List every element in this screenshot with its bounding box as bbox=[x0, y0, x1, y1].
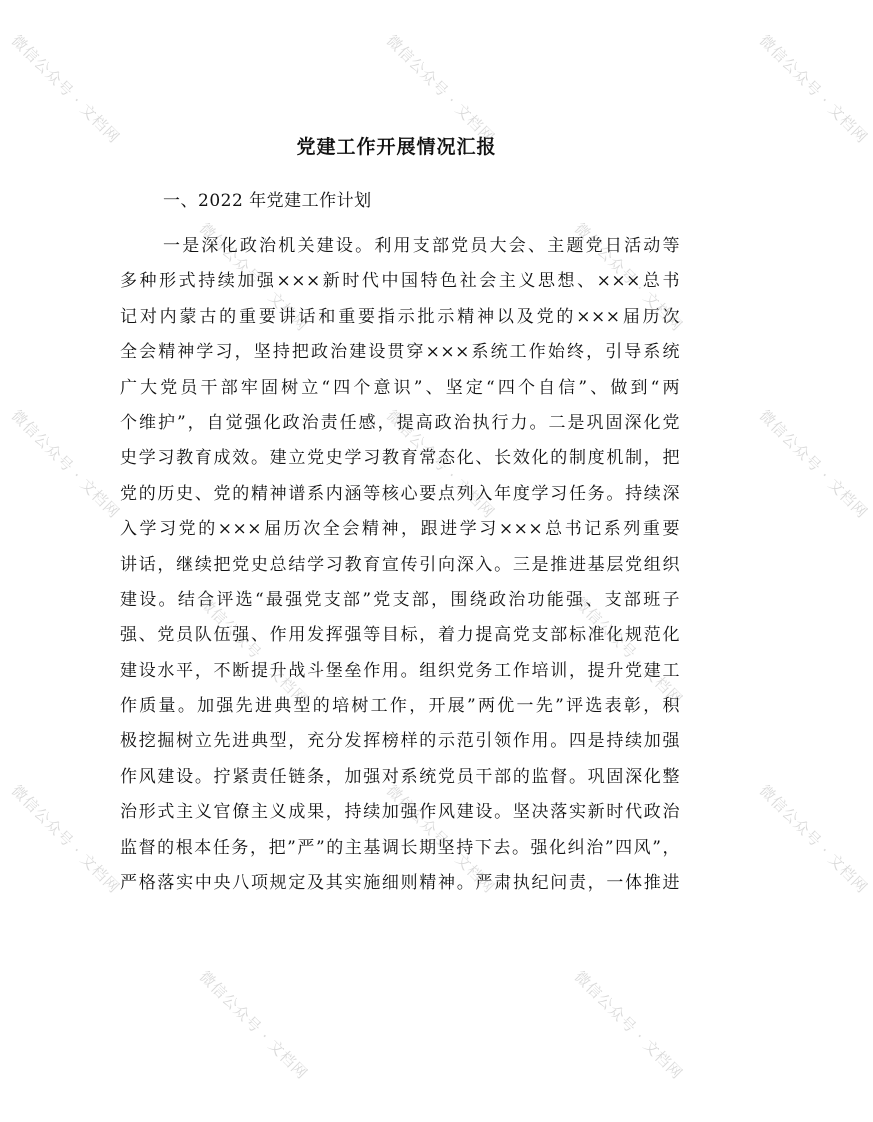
watermark: 微信公众号 · 文档网 bbox=[7, 31, 124, 147]
watermark: 微信公众号 · 文档网 bbox=[195, 219, 312, 335]
body-line: 讲话，继续把党史总结学习教育宣传引向深入。三是推进基层党组织 bbox=[120, 554, 680, 575]
body-line: 入学习党的×××届历次全会精神，跟进学习×××总书记系列重要 bbox=[120, 519, 680, 540]
body-line: 建设。结合评选“最强党支部”党支部，围绕政治功能强、支部班子 bbox=[120, 589, 680, 610]
watermark: 微信公众号 · 文档网 bbox=[382, 781, 499, 897]
watermark: 微信公众号 · 文档网 bbox=[755, 781, 872, 897]
watermark: 微信公众号 · 文档网 bbox=[382, 31, 499, 147]
body-line: 全会精神学习，坚持把政治建设贯穿×××系统工作始终，引导系统 bbox=[120, 342, 680, 363]
body-line: 广大党员干部牢固树立“四个意识”、坚定“四个自信”、做到“两 bbox=[120, 377, 680, 398]
body-line: 监督的根本任务，把”严”的主基调长期坚持下去。强化纠治”四风”， bbox=[120, 837, 680, 858]
watermark: 微信公众号 · 文档网 bbox=[570, 967, 687, 1083]
watermark: 微信公众号 · 文档网 bbox=[7, 406, 124, 522]
body-line: 治形式主义官僚主义成果，持续加强作风建设。坚决落实新时代政治 bbox=[120, 802, 680, 823]
body-line: 一是深化政治机关建设。利用支部党员大会、主题党日活动等 bbox=[163, 236, 680, 256]
body-line: 个维护”，自觉强化政治责任感，提高政治执行力。二是巩固深化党 bbox=[120, 412, 680, 433]
body-paragraph bbox=[120, 229, 680, 901]
body-line: 极挖掘树立先进典型，充分发挥榜样的示范引领作用。四是持续加强 bbox=[120, 731, 680, 752]
body-line: 强、党员队伍强、作用发挥强等目标，着力提高党支部标准化规范化 bbox=[120, 625, 680, 646]
document-title: 党建工作开展情况汇报 bbox=[296, 136, 497, 158]
body-line: 作质量。加强先进典型的培树工作，开展”两优一先”评选表彰，积 bbox=[120, 696, 680, 717]
watermark: 微信公众号 · 文档网 bbox=[7, 781, 124, 897]
watermark: 微信公众号 · 文档网 bbox=[382, 406, 499, 522]
body-line: 建设水平，不断提升战斗堡垒作用。组织党务工作培训，提升党建工 bbox=[120, 660, 680, 681]
watermark: 微信公众号 · 文档网 bbox=[755, 406, 872, 522]
watermark: 微信公众号 · 文档网 bbox=[195, 967, 312, 1083]
section-heading: 一、2022 年党建工作计划 bbox=[163, 191, 372, 211]
body-line: 记对内蒙古的重要讲话和重要指示批示精神以及党的×××届历次 bbox=[120, 306, 680, 327]
body-line: 作风建设。拧紧责任链条，加强对系统党员干部的监督。巩固深化整 bbox=[120, 766, 680, 787]
body-line: 史学习教育成效。建立党史学习教育常态化、长效化的制度机制，把 bbox=[120, 448, 680, 469]
watermark: 微信公众号 · 文档网 bbox=[195, 593, 312, 709]
watermark: 微信公众号 · 文档网 bbox=[570, 593, 687, 709]
watermark: 微信公众号 · 文档网 bbox=[755, 31, 872, 147]
body-line: 严格落实中央八项规定及其实施细则精神。严肃执纪问责，一体推进 bbox=[120, 873, 680, 894]
watermark: 微信公众号 · 文档网 bbox=[570, 219, 687, 335]
body-line: 多种形式持续加强×××新时代中国特色社会主义思想、×××总书 bbox=[120, 271, 680, 292]
body-line: 党的历史、党的精神谱系内涵等核心要点列入年度学习任务。持续深 bbox=[120, 483, 680, 504]
